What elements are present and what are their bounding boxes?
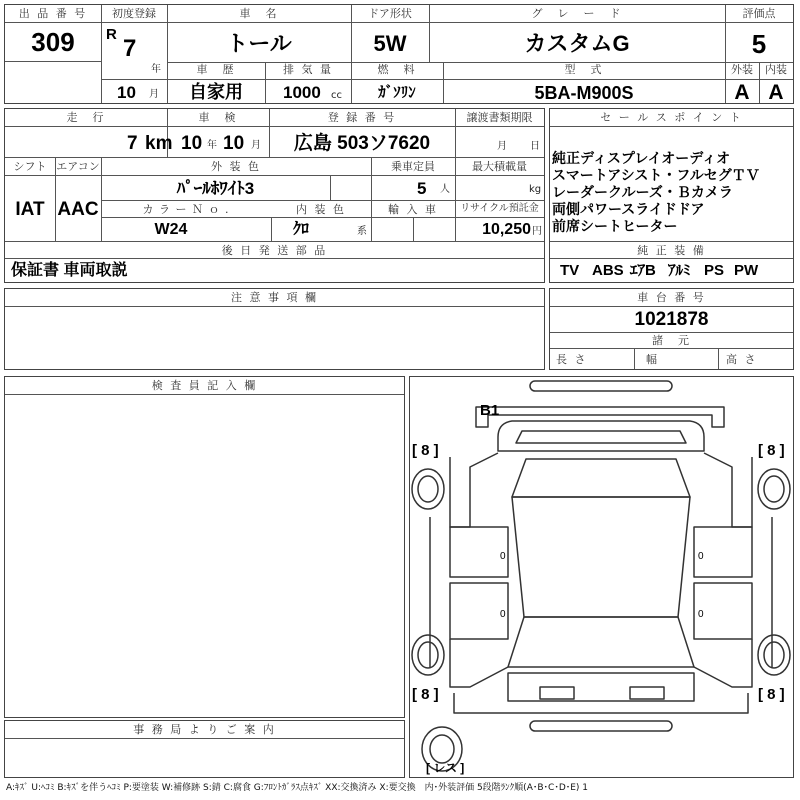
- tire-rear-right-tread: [ 8 ]: [758, 686, 785, 703]
- month-unit: 月: [149, 89, 159, 100]
- interior-label: 内装: [765, 63, 787, 76]
- rear-plate: [540, 687, 574, 699]
- left-rear-panel: [450, 639, 508, 687]
- inspection-year: 10: [181, 133, 203, 154]
- notes-label: 注 意 事 項 欄: [231, 291, 318, 304]
- hood-inner: [516, 431, 686, 443]
- hood: [498, 421, 704, 451]
- recycle-deposit-label: リサイクル預託金: [460, 203, 539, 214]
- wheel-front-left: [412, 469, 444, 509]
- displacement-value: 1000: [283, 83, 321, 102]
- score-label: 評価点: [742, 7, 776, 20]
- rear-bumper: [454, 693, 748, 713]
- first-registration-label: 初度登録: [112, 7, 156, 20]
- aircon-value: AAC: [57, 199, 99, 220]
- front-bumper: [476, 407, 724, 427]
- mileage-value: 7: [127, 133, 138, 154]
- mark-left-front-door: 0: [500, 551, 506, 562]
- equipment-airbag: ｴｱB: [630, 262, 656, 279]
- aircon-label: エアコン: [56, 160, 100, 173]
- length-label: 長 さ: [556, 353, 588, 366]
- equipment-abs: ABS: [592, 262, 624, 279]
- sales-point-2: スマートアシスト・フルセグＴＶ: [552, 167, 760, 183]
- right-rear-panel: [694, 639, 752, 687]
- notes-panel: [4, 288, 545, 370]
- right-front-panel: [704, 453, 752, 527]
- interior-color-unit: 系: [357, 226, 367, 237]
- lot-number-value: 309: [31, 27, 75, 57]
- capacity-value: 5: [417, 179, 427, 198]
- exterior-color-label: 外 装 色: [211, 160, 261, 173]
- fuel-label: 燃 料: [377, 63, 417, 76]
- year-unit: 年: [151, 64, 161, 75]
- equipment-tv: TV: [560, 262, 580, 279]
- color-number-label: カ ラ ー Ｎ ｏ .: [142, 203, 230, 216]
- specs-label: 諸 元: [652, 334, 691, 347]
- rear-lamp-right: [630, 687, 664, 699]
- height-label: 高 さ: [726, 353, 758, 366]
- tire-front-left-tread: [ 8 ]: [412, 442, 439, 459]
- transfer-day-unit: 日: [530, 141, 540, 152]
- header-panel: [4, 4, 794, 104]
- chassis-panel: [549, 288, 794, 370]
- mark-left-rear-door: 0: [500, 609, 506, 620]
- roof-strip: [530, 381, 672, 391]
- tire-front-right-tread: [ 8 ]: [758, 442, 785, 459]
- car-name-label: 車 名: [239, 7, 279, 20]
- recycle-deposit-unit: 円: [532, 226, 542, 237]
- inspector-panel: [4, 376, 405, 718]
- fuel-value: ｶﾞｿﾘﾝ: [378, 84, 416, 101]
- genuine-equipment-label: 純 正 装 備: [637, 244, 706, 257]
- mark-right-rear-door: 0: [698, 609, 704, 620]
- capacity-unit: 人: [440, 184, 450, 195]
- mileage-unit: km: [145, 133, 173, 154]
- mileage-label: 走 行: [66, 111, 106, 124]
- spare-tire-label: [ レス ]: [426, 761, 465, 775]
- interior-value: A: [768, 81, 784, 104]
- shift-value: IAT: [15, 199, 45, 220]
- office-notice-label: 事 務 局 よ り ご 案 内: [133, 723, 276, 736]
- shift-label: シフト: [13, 160, 47, 173]
- left-front-panel: [450, 453, 498, 527]
- equipment-pw: PW: [734, 262, 759, 279]
- capacity-label: 乗車定員: [391, 160, 435, 173]
- tire-rear-left-tread: [ 8 ]: [412, 686, 439, 703]
- damage-diagram-panel: [409, 376, 794, 778]
- door-type-label: ドア形状: [368, 7, 412, 20]
- first-registration-year: 7: [123, 35, 137, 62]
- inspection-month: 10: [223, 133, 245, 154]
- vehicle-details-panel: [4, 108, 545, 283]
- sales-point-5: 前席シートヒーター: [552, 218, 678, 234]
- max-load-unit: kg: [529, 184, 542, 195]
- interior-color-value: ｸﾛ: [292, 221, 309, 238]
- equipment-alloy: ｱﾙﾐ: [668, 262, 691, 279]
- legend-text: A:ｷｽﾞ U:ﾍｺﾐ B:ｷｽﾞを伴うﾍｺﾐ P:要塗装 W:補修跡 S:錆 C:腐食 G:ﾌﾛﾝﾄｶﾞﾗｽ点ｷｽﾞ XX:交換済み X:要交換 内･外装評価 5段階ﾗﾝｸ順(A･B･C･D･E) 1: [6, 783, 589, 793]
- roof: [512, 497, 690, 617]
- bottom-strip: [530, 721, 672, 731]
- first-registration-month: 10: [117, 83, 136, 102]
- inspection-year-unit: 年: [207, 140, 217, 151]
- inspection-label: 車 検: [198, 111, 238, 124]
- model-label: 型 式: [564, 63, 604, 76]
- plate-label: 登 録 番 号: [327, 111, 397, 124]
- history-label: 車 歴: [196, 63, 236, 76]
- color-number-value: W24: [154, 221, 188, 238]
- sales-point-1: 純正ディスプレイオーディオ: [552, 150, 731, 166]
- door-type-value: 5W: [373, 31, 407, 56]
- mark-right-front-door: 0: [698, 551, 704, 562]
- car-name-value: トール: [226, 31, 292, 56]
- sales-points-label: セ ー ル ス ポ イ ン ト: [600, 111, 743, 124]
- transfer-month-unit: 月: [497, 141, 507, 152]
- grade-value: カスタムG: [524, 31, 630, 56]
- wheel-rear-right: [758, 635, 790, 675]
- transfer-deadline-label: 譲渡書類期限: [466, 111, 533, 124]
- lot-number-label: 出 品 番 号: [18, 7, 88, 20]
- rear-gate: [508, 673, 694, 701]
- equipment-ps: PS: [704, 262, 725, 279]
- exterior-label: 外装: [731, 63, 753, 76]
- wheel-rear-left: [412, 635, 444, 675]
- import-label: 輸 入 車: [388, 203, 438, 216]
- inspection-month-unit: 月: [251, 140, 261, 151]
- rear-window: [508, 617, 694, 667]
- sales-point-4: 両側パワースライドドア: [552, 201, 705, 217]
- later-parts-label: 後 日 発 送 部 品: [221, 244, 328, 257]
- exterior-color-value: ﾊﾟｰﾙﾎﾜｲﾄ3: [176, 179, 255, 198]
- displacement-unit: cc: [331, 90, 342, 101]
- office-notice-panel: [4, 720, 405, 778]
- wheel-front-right: [758, 469, 790, 509]
- inspector-label: 検 査 員 記 入 欄: [151, 379, 258, 392]
- windshield: [512, 459, 690, 497]
- model-value: 5BA-M900S: [534, 83, 634, 103]
- grade-label: グ レ ー ド: [531, 7, 623, 20]
- sales-points-panel: [549, 108, 794, 283]
- car-diagram: [410, 377, 793, 777]
- mark-b1: B1: [480, 402, 500, 419]
- exterior-value: A: [734, 81, 750, 104]
- plate-value: 広島 503ソ7620: [293, 133, 431, 154]
- recycle-deposit-value: 10,250: [482, 221, 531, 238]
- max-load-label: 最大積載量: [472, 160, 527, 173]
- chassis-number-label: 車 台 番 号: [637, 291, 706, 304]
- score-value: 5: [751, 29, 767, 59]
- sales-point-3: レーダークルーズ・Ｂカメラ: [552, 184, 733, 200]
- chassis-number-value: 1021878: [634, 309, 709, 330]
- history-value: 自家用: [189, 82, 243, 102]
- width-label: 幅: [646, 353, 659, 366]
- interior-color-label: 内 装 色: [296, 203, 346, 216]
- later-parts-value: 保証書 車両取説: [11, 262, 128, 279]
- displacement-label: 排 気 量: [283, 63, 333, 76]
- era-value: R: [106, 26, 117, 43]
